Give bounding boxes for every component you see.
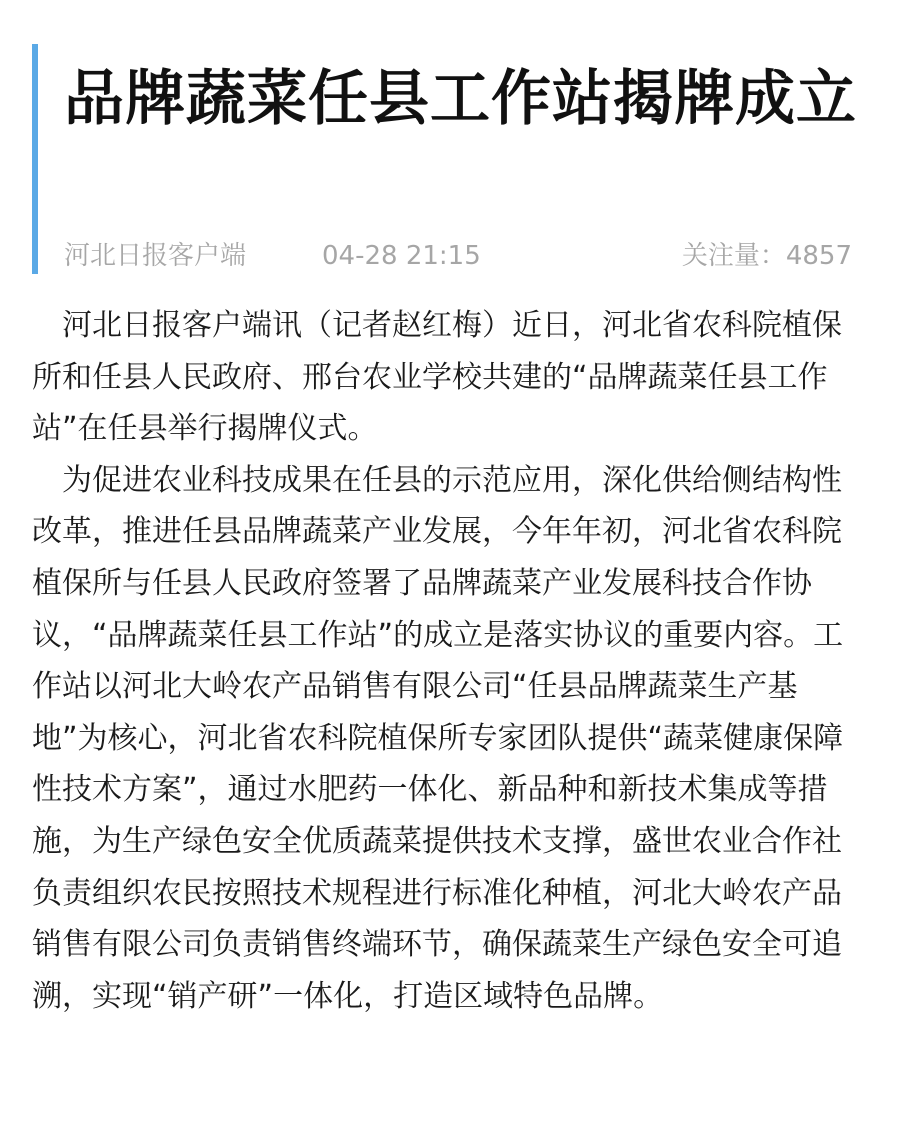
article-paragraph: 为促进农业科技成果在任县的示范应用，深化供给侧结构性改革，推进任县品牌蔬菜产业发展，今年年初，河北省农科院植保所与任县人民政府签署了品牌蔬菜产业发展科技合作协议，“品牌蔬菜任县工作站”的成立是落实协议的重要内容。工作站以河北大岭农产品销售有限公司“任县品牌蔬菜生产基地”为核心，河北省农科院植保所专家团队提供“蔬菜健康保障性技术方案”，通过水肥药一体化、新品种和新技术集成等措施，为生产绿色安全优质蔬菜提供技术支撑，盛世农业合作社负责组织农民按照技术规程进行标准化种植，河北大岭农产品销售有限公司负责销售终端环节，确保蔬菜生产绿色安全可追溯，实现“销产研”一体化，打造区域特色品牌。	[32, 462, 844, 1014]
article-header	[32, 44, 868, 274]
article-title: 品牌蔬菜任县工作站揭牌成立	[64, 64, 857, 134]
article-source: 河北日报客户端	[64, 241, 247, 271]
article-paragraph: 河北日报客户端讯（记者赵红梅）近日，河北省农科院植保所和任县人民政府、邢台农业学校共建的“品牌蔬菜任县工作站”在任县举行揭牌仪式。	[32, 308, 842, 447]
article-views: 关注量：4857	[681, 241, 852, 271]
title-accent-bar	[32, 44, 38, 274]
article-time: 04-28 21:15	[322, 241, 481, 271]
article-meta	[64, 238, 852, 274]
article-body	[32, 300, 856, 1022]
